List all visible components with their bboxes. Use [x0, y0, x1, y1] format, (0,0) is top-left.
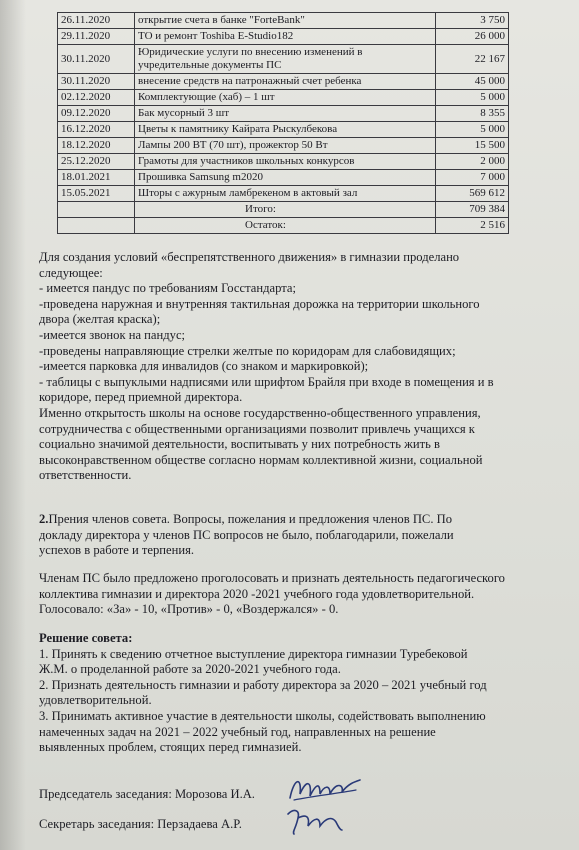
- expense-description: Лампы 200 ВТ (70 шт), прожектор 50 Вт: [135, 138, 436, 154]
- table-row: [58, 154, 509, 170]
- secretary-signature-scribble: [280, 804, 350, 840]
- expense-amount: 3 750: [436, 13, 509, 29]
- expense-description: Шторы с ажурным ламбрекеном в актовый зал: [135, 186, 436, 202]
- text-line: Ж.М. о проделанной работе за 2020-2021 учебного года.: [39, 662, 341, 677]
- text-line: выявленных проблем, стоящих перед гимназией.: [39, 740, 302, 755]
- expense-amount: 26 000: [436, 29, 509, 45]
- table-row: [58, 106, 509, 122]
- expense-date: 29.11.2020: [58, 29, 135, 45]
- text-line: ответственности.: [39, 468, 132, 483]
- text-line: - имеется пандус по требованиям Госстандарта;: [39, 281, 296, 296]
- table-row: [58, 29, 509, 45]
- text-span: Прения членов совета. Вопросы, пожелания и предложения членов ПС. По: [48, 512, 453, 526]
- text-line: [39, 512, 559, 528]
- text-line: -проведены направляющие стрелки желтые по коридорам для слабовидящих;: [39, 343, 456, 358]
- expense-description: Юридические услуги по внесению изменений в учредительные документы ПС: [135, 45, 436, 74]
- text-line: успехов в работе и терпения.: [39, 543, 195, 558]
- table-row: [58, 170, 509, 186]
- secretary-signature-line: Секретарь заседания: Перзадаева А.Р.: [39, 817, 242, 831]
- expense-amount: 22 167: [436, 45, 509, 74]
- expense-description: Цветы к памятнику Кайрата Рыскулбекова: [135, 122, 436, 138]
- text-line: -имеется парковка для инвалидов (со знаком и маркировкой);: [39, 359, 369, 374]
- total-label: Остаток:: [135, 218, 436, 234]
- empty-cell: [58, 202, 135, 218]
- text-line: 2. Признать деятельность гимназии и работу директора за 2020 – 2021 учебный год: [39, 677, 487, 692]
- text-line: удовлетворительной.: [39, 693, 152, 708]
- table-row: [58, 90, 509, 106]
- text-line: коридоре, перед приемной директора.: [39, 390, 243, 405]
- expense-amount: 7 000: [436, 170, 509, 186]
- expense-date: 15.05.2021: [58, 186, 135, 202]
- total-row: [58, 202, 509, 218]
- expense-amount: 5 000: [436, 122, 509, 138]
- table-row: [58, 45, 509, 74]
- table-row: [58, 13, 509, 29]
- expense-description: открытие счета в банке "ForteBank": [135, 13, 436, 29]
- expense-date: 18.12.2020: [58, 138, 135, 154]
- expense-amount: 5 000: [436, 90, 509, 106]
- table-row: [58, 186, 509, 202]
- expense-amount: 15 500: [436, 138, 509, 154]
- text-line: -проведена наружная и внутренняя тактильная дорожка на территории школьного: [39, 296, 480, 311]
- accessibility-section: [39, 250, 559, 484]
- text-line: двора (желтая краска);: [39, 312, 161, 327]
- table-row: [58, 122, 509, 138]
- expense-date: 30.11.2020: [58, 45, 135, 74]
- decision-title: Решение совета:: [39, 631, 133, 645]
- expense-description: Грамоты для участников школьных конкурсов: [135, 154, 436, 170]
- text-line: докладу директора у членов ПС вопросов не было, поблагодарили, пожелали: [39, 527, 454, 542]
- expense-date: 18.01.2021: [58, 170, 135, 186]
- expense-date: 25.12.2020: [58, 154, 135, 170]
- expense-description: Прошивка Samsung m2020: [135, 170, 436, 186]
- text-line: 3. Принимать активное участие в деятельности школы, содействовать выполнению: [39, 708, 486, 723]
- discussion-section: [39, 512, 559, 559]
- text-line: Для создания условий «беспрепятственного движения» в гимназии проделано: [39, 250, 460, 264]
- text-line: - таблицы с выпуклыми надписями или шрифтом Брайля при входе в помещения и в: [39, 374, 494, 389]
- total-amount: 2 516: [436, 218, 509, 234]
- expense-description: Бак мусорный 3 шт: [135, 106, 436, 122]
- expense-date: 02.12.2020: [58, 90, 135, 106]
- text-line: следующее:: [39, 265, 103, 280]
- chair-signature-scribble: [284, 770, 364, 806]
- expense-amount: 45 000: [436, 74, 509, 90]
- text-line: намеченных задач на 2021 – 2022 учебный год, направленных на решение: [39, 724, 436, 739]
- text-line: коллектива гимназии и директора 2020 -2021 учебного года удовлетворительной.: [39, 586, 475, 601]
- text-line: 1. Принять к сведению отчетное выступление директора гимназии Туребековой: [39, 646, 468, 661]
- text-line: Голосовало: «За» - 10, «Против» - 0, «Воздержался» - 0.: [39, 602, 339, 617]
- page-edge-shadow: [0, 0, 26, 850]
- expense-description: Комплектующие (хаб) – 1 шт: [135, 90, 436, 106]
- chair-signature-line: Председатель заседания: Морозова И.А.: [39, 787, 255, 801]
- expense-date: 30.11.2020: [58, 74, 135, 90]
- expense-amount: 569 612: [436, 186, 509, 202]
- expense-date: 26.11.2020: [58, 13, 135, 29]
- vote-section: [39, 571, 559, 618]
- text-line: высоконравственном обществе согласно нормам коллективной жизни, социальной: [39, 452, 483, 467]
- text-line: сотрудничества с общественными организациями позволит привлечь учащихся к: [39, 421, 475, 436]
- expense-amount: 2 000: [436, 154, 509, 170]
- decision-section: [39, 631, 559, 756]
- text-line: Членам ПС было предложено проголосовать и признать деятельность педагогического: [39, 571, 505, 585]
- expense-description: ТО и ремонт Toshiba E-Studio182: [135, 29, 436, 45]
- text-line: Именно открытость школы на основе государственно-общественного управления,: [39, 405, 481, 420]
- empty-cell: [58, 218, 135, 234]
- expense-date: 16.12.2020: [58, 122, 135, 138]
- total-label: Итого:: [135, 202, 436, 218]
- expense-amount: 8 355: [436, 106, 509, 122]
- text-line: социально значимой деятельности, воспитывать у них потребность жить в: [39, 437, 440, 452]
- total-row: [58, 218, 509, 234]
- text-line: -имеется звонок на пандус;: [39, 327, 186, 342]
- expenses-table: [57, 12, 509, 234]
- expense-date: 09.12.2020: [58, 106, 135, 122]
- table-row: [58, 138, 509, 154]
- table-row: [58, 74, 509, 90]
- expense-description: внесение средств на патронажный счет ребенка: [135, 74, 436, 90]
- total-amount: 709 384: [436, 202, 509, 218]
- item-number: 2.: [39, 512, 49, 526]
